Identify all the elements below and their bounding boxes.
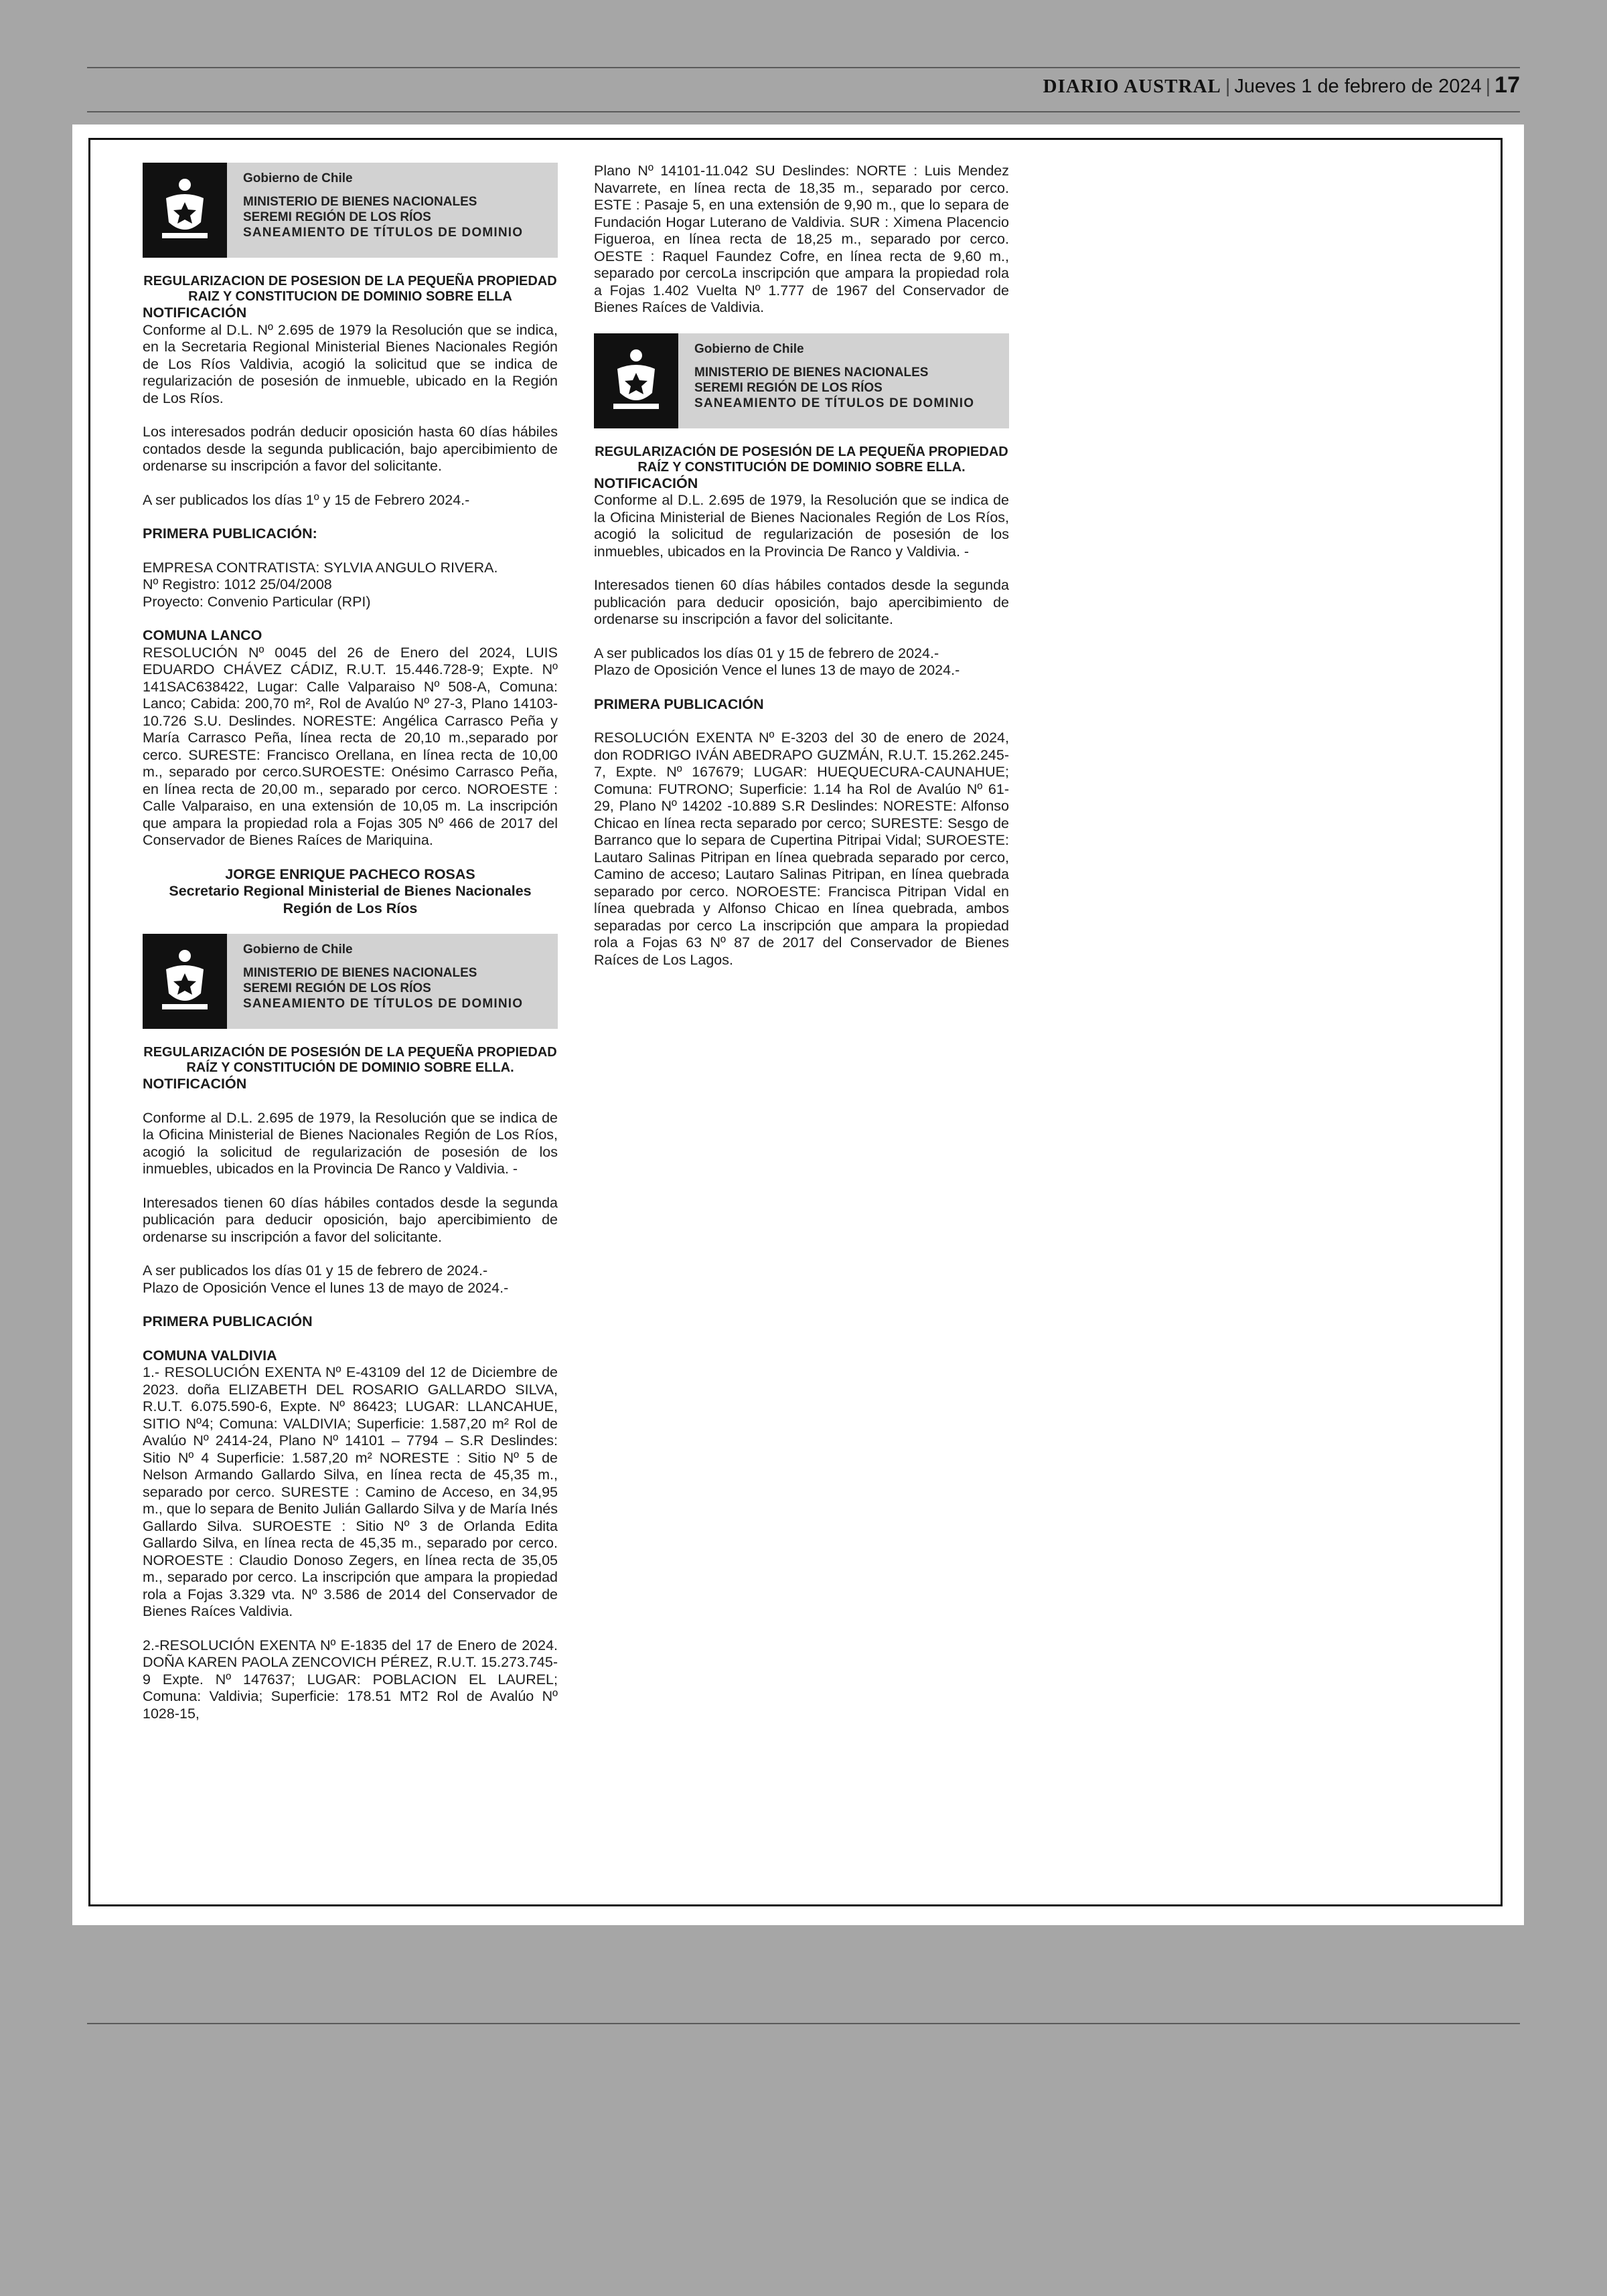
- gobierno-banner: [143, 934, 558, 1029]
- signatory-region: Región de Los Ríos: [283, 900, 418, 916]
- notificacion-heading: NOTIFICACIÓN: [143, 305, 247, 321]
- header-rule: [87, 111, 1520, 112]
- gobierno-label: Gobierno de Chile: [243, 171, 353, 185]
- ministerio-label: MINISTERIO DE BIENES NACIONALES: [243, 195, 477, 209]
- newspaper-name: DIARIO AUSTRAL: [1043, 76, 1221, 97]
- newspaper-page: [72, 125, 1524, 1925]
- notice-title: REGULARIZACIÓN DE POSESIÓN DE LA PEQUEÑA PROPIEDAD RAÍZ Y CONSTITUCIÓN DE DOMINIO SOBRE ELLA.: [143, 1045, 557, 1075]
- comuna-heading: COMUNA LANCO: [143, 627, 262, 643]
- signatory-title: Secretario Regional Ministerial de Bienes Nacionales: [169, 883, 532, 899]
- seremi-label: SEREMI REGIÓN DE LOS RÍOS: [243, 981, 431, 995]
- chile-coat-of-arms-icon: [143, 934, 227, 1029]
- registry-line: Nº Registro: 1012 25/04/2008: [143, 576, 332, 592]
- notice-paragraph: Los interesados podrán deducir oposición hasta 60 días hábiles contados desde la segunda publicación, bajo apercibimiento de ordenarse su inscripción a favor del solicitante.: [143, 424, 558, 474]
- saneamiento-label: SANEAMIENTO DE TÍTULOS DE DOMINIO: [243, 997, 524, 1011]
- notificacion-heading: NOTIFICACIÓN: [594, 475, 698, 491]
- ministerio-label: MINISTERIO DE BIENES NACIONALES: [694, 365, 929, 380]
- notice-paragraph: Interesados tienen 60 días hábiles contados desde la segunda publicación para deducir oposición, bajo apercibimiento de ordenarse su inscripción a favor del solicitante.: [143, 1194, 558, 1245]
- primera-publicacion-heading: PRIMERA PUBLICACIÓN:: [143, 525, 317, 542]
- saneamiento-label: SANEAMIENTO DE TÍTULOS DE DOMINIO: [243, 226, 524, 240]
- publication-dates: A ser publicados los días 1º y 15 de Febrero 2024.-: [143, 491, 470, 508]
- top-rule: [87, 67, 1520, 68]
- notice-paragraph: Conforme al D.L. 2.695 de 1979, la Resolución que se indica de la Oficina Ministerial de Bienes Nacionales Región de Los Ríos, acogió la solicitud de regularización de posesión de los inmuebles, ubicados en la Provincia De Ranco y Valdivia. -: [143, 1109, 558, 1177]
- resolution-text: RESOLUCIÓN EXENTA Nº E-3203 del 30 de enero de 2024, don RODRIGO IVÁN ABEDRAPO GUZMÁN, R.U.T. 15.262.245-7, Expte. Nº 167679; LUGAR: HUEQUECURA-CAUNAHUE; Comuna: FUTRONO; Superficie: 1.14 ha Rol de Avalúo Nº 61-29, Plano Nº 14202 -10.889 S.R Deslindes: NORESTE: Alfonso Chicao en línea recta separado por cerco; SURESTE: Sesgo de Barranco que lo separa de Cupertina Pitripai Vidal; SUROESTE: Lautaro Salinas Pitripan en línea quebrada separado por cerco, Camino de acceso; Lautaro Salinas Pitripan, en línea quebrada separado por cerco. NOROESTE: Francisca Pitripan Vidal en línea quebrada y Alfonso Chicao en línea quebrada, ambos separadas por cerco La inscripción que ampara la propiedad rola a Fojas 63 Nº 87 de 2017 del Conservador de Bienes Raíces de Los Lagos.: [594, 730, 1009, 968]
- page-number: 17: [1495, 72, 1520, 98]
- comuna-heading: COMUNA VALDIVIA: [143, 1347, 277, 1364]
- gobierno-label: Gobierno de Chile: [694, 341, 804, 356]
- saneamiento-label: SANEAMIENTO DE TÍTULOS DE DOMINIO: [694, 396, 975, 410]
- notice-paragraph: Interesados tienen 60 días hábiles contados desde la segunda publicación para deducir oposición, bajo apercibimiento de ordenarse su inscripción a favor del solicitante.: [594, 577, 1009, 627]
- publication-dates: A ser publicados los días 01 y 15 de febrero de 2024.-: [143, 1262, 488, 1279]
- chile-coat-of-arms-icon: [143, 163, 227, 258]
- ministerio-label: MINISTERIO DE BIENES NACIONALES: [243, 966, 477, 980]
- bottom-rule: [87, 2023, 1520, 2024]
- notificacion-heading: NOTIFICACIÓN: [143, 1076, 247, 1092]
- notice-title: REGULARIZACION DE POSESION DE LA PEQUEÑA PROPIEDAD RAIZ Y CONSTITUCION DE DOMINIO SOBRE ELLA: [143, 274, 557, 304]
- contractor-line: EMPRESA CONTRATISTA: SYLVIA ANGULO RIVERA.: [143, 559, 498, 576]
- primera-publicacion-heading: PRIMERA PUBLICACIÓN: [143, 1313, 313, 1329]
- project-line: Proyecto: Convenio Particular (RPI): [143, 593, 371, 610]
- resolution-text: 2.-RESOLUCIÓN EXENTA Nº E-1835 del 17 de Enero de 2024. DOÑA KAREN PAOLA ZENCOVICH PÉREZ, R.U.T. 15.273.745-9 Expte. Nº 147637; LUGAR: POBLACION EL LAUREL; Comuna: Valdivia; Superficie: 178.51 MT2 Rol de Avalúo Nº 1028-15,: [143, 1637, 558, 1722]
- opposition-deadline: Plazo de Oposición Vence el lunes 13 de mayo de 2024.-: [594, 662, 960, 678]
- masthead: DIARIO AUSTRAL | Jueves 1 de febrero de 2024 | 17: [1043, 72, 1520, 98]
- seremi-label: SEREMI REGIÓN DE LOS RÍOS: [243, 210, 431, 224]
- resolution-text: Plano Nº 14101-11.042 SU Deslindes: NORTE : Luis Mendez Navarrete, en línea recta de 18,35 m., separado por cerco. ESTE : Pasaje 5, en una extensión de 9,90 m., que lo separa de Fundación Hogar Luterano de Valdivia. SUR : Ximena Placencio Figueroa, en línea recta de 18,25 m., separado por cerco. OESTE : Raquel Faundez Cofre, en línea recta de 9,60 m., separado por cercoLa inscripción que ampara la propiedad rola a Fojas 1.402 Vuelta Nº 1.777 de 1967 del Conservador de Bienes Raíces de Valdivia.: [594, 163, 1009, 315]
- seremi-label: SEREMI REGIÓN DE LOS RÍOS: [694, 380, 883, 395]
- notice-title: REGULARIZACIÓN DE POSESIÓN DE LA PEQUEÑA PROPIEDAD RAÍZ Y CONSTITUCIÓN DE DOMINIO SOBRE ELLA.: [595, 444, 1008, 475]
- resolution-text: 1.- RESOLUCIÓN EXENTA Nº E-43109 del 12 de Diciembre de 2023. doña ELIZABETH DEL ROSARIO GALLARDO SILVA, R.U.T. 6.075.590-6, Expte. Nº 86423; LUGAR: LLANCAHUE, SITIO Nº4; Comuna: VALDIVIA; Superficie: 1.587,20 m² Rol de Avalúo Nº 2414-24, Plano Nº 14101 – 7794 – S.R Deslindes: Sitio Nº 4 Superficie: 1.587,20 m² NORESTE : Sitio Nº 5 de Nelson Armando Gallardo Silva, en línea recta de 45,35 m., separado por cerco. SURESTE : Camino de Acceso, en 34,95 m., que lo separa de Benito Julián Gallardo Silva y de María Inés Gallardo Silva. SUROESTE : Sitio Nº 3 de Orlanda Edita Gallardo Silva, en línea recta de 45,35 m., separado por cerco. NOROESTE : Claudio Donoso Zegers, en línea recta de 35,05 m., separado por cerco. La inscripción que ampara la propiedad rola a Fojas 3.329 vta. Nº 3.586 de 2014 del Conservador de Bienes Raíces Valdivia.: [143, 1364, 558, 1619]
- primera-publicacion-heading: PRIMERA PUBLICACIÓN: [594, 695, 764, 712]
- notice-paragraph: Conforme al D.L. Nº 2.695 de 1979 la Resolución que se indica, en la Secretaria Regional Ministerial Bienes Nacionales Región de Los Ríos Valdivia, acogió la solicitud que se indica de regularización de posesión de inmueble, ubicado en la Región de Los Ríos.: [143, 321, 558, 406]
- column-1: [143, 163, 558, 1722]
- notice-frame: [88, 138, 1503, 1906]
- signatory-name: JORGE ENRIQUE PACHECO ROSAS: [225, 866, 475, 882]
- gobierno-banner: [594, 333, 1009, 428]
- column-2: [594, 163, 1009, 969]
- publication-dates: A ser publicados los días 01 y 15 de febrero de 2024.-: [594, 645, 939, 661]
- opposition-deadline: Plazo de Oposición Vence el lunes 13 de mayo de 2024.-: [143, 1279, 509, 1296]
- gobierno-label: Gobierno de Chile: [243, 942, 353, 957]
- notice-paragraph: Conforme al D.L. 2.695 de 1979, la Resolución que se indica de la Oficina Ministerial de Bienes Nacionales Región de Los Ríos, acogió la solicitud de regularización de posesión de los inmuebles, ubicados en la Provincia De Ranco y Valdivia. -: [594, 492, 1009, 560]
- gobierno-banner: [143, 163, 558, 258]
- chile-coat-of-arms-icon: [594, 333, 678, 428]
- resolution-text: RESOLUCIÓN Nº 0045 del 26 de Enero del 2024, LUIS EDUARDO CHÁVEZ CÁDIZ, R.U.T. 15.446.728-9; Expte. Nº 141SAC638422, Lugar: Calle Valparaiso Nº 508-A, Comuna: Lanco; Cabida: 200,70 m², Rol de Avalúo Nº 27-3, Plano 14103-10.726 S.U. Deslindes. NORESTE: Angélica Carrasco Peña y María Carrasco Peña, línea recta de 20,10 m.,separado por cerco. SURESTE: Francisco Orellana, en línea recta de 10,00 m., separado por cerco.SUROESTE: Onésimo Carrasco Peña, en línea recta de 20,00 m., separado por cerco. NOROESTE : Calle Valparaiso, en una extensión de 10,05 m. La inscripción que ampara la propiedad rola a Fojas 305 Nº 466 de 2017 del Conservador de Bienes Raíces de Mariquina.: [143, 644, 558, 848]
- issue-date: Jueves 1 de febrero de 2024: [1234, 76, 1482, 97]
